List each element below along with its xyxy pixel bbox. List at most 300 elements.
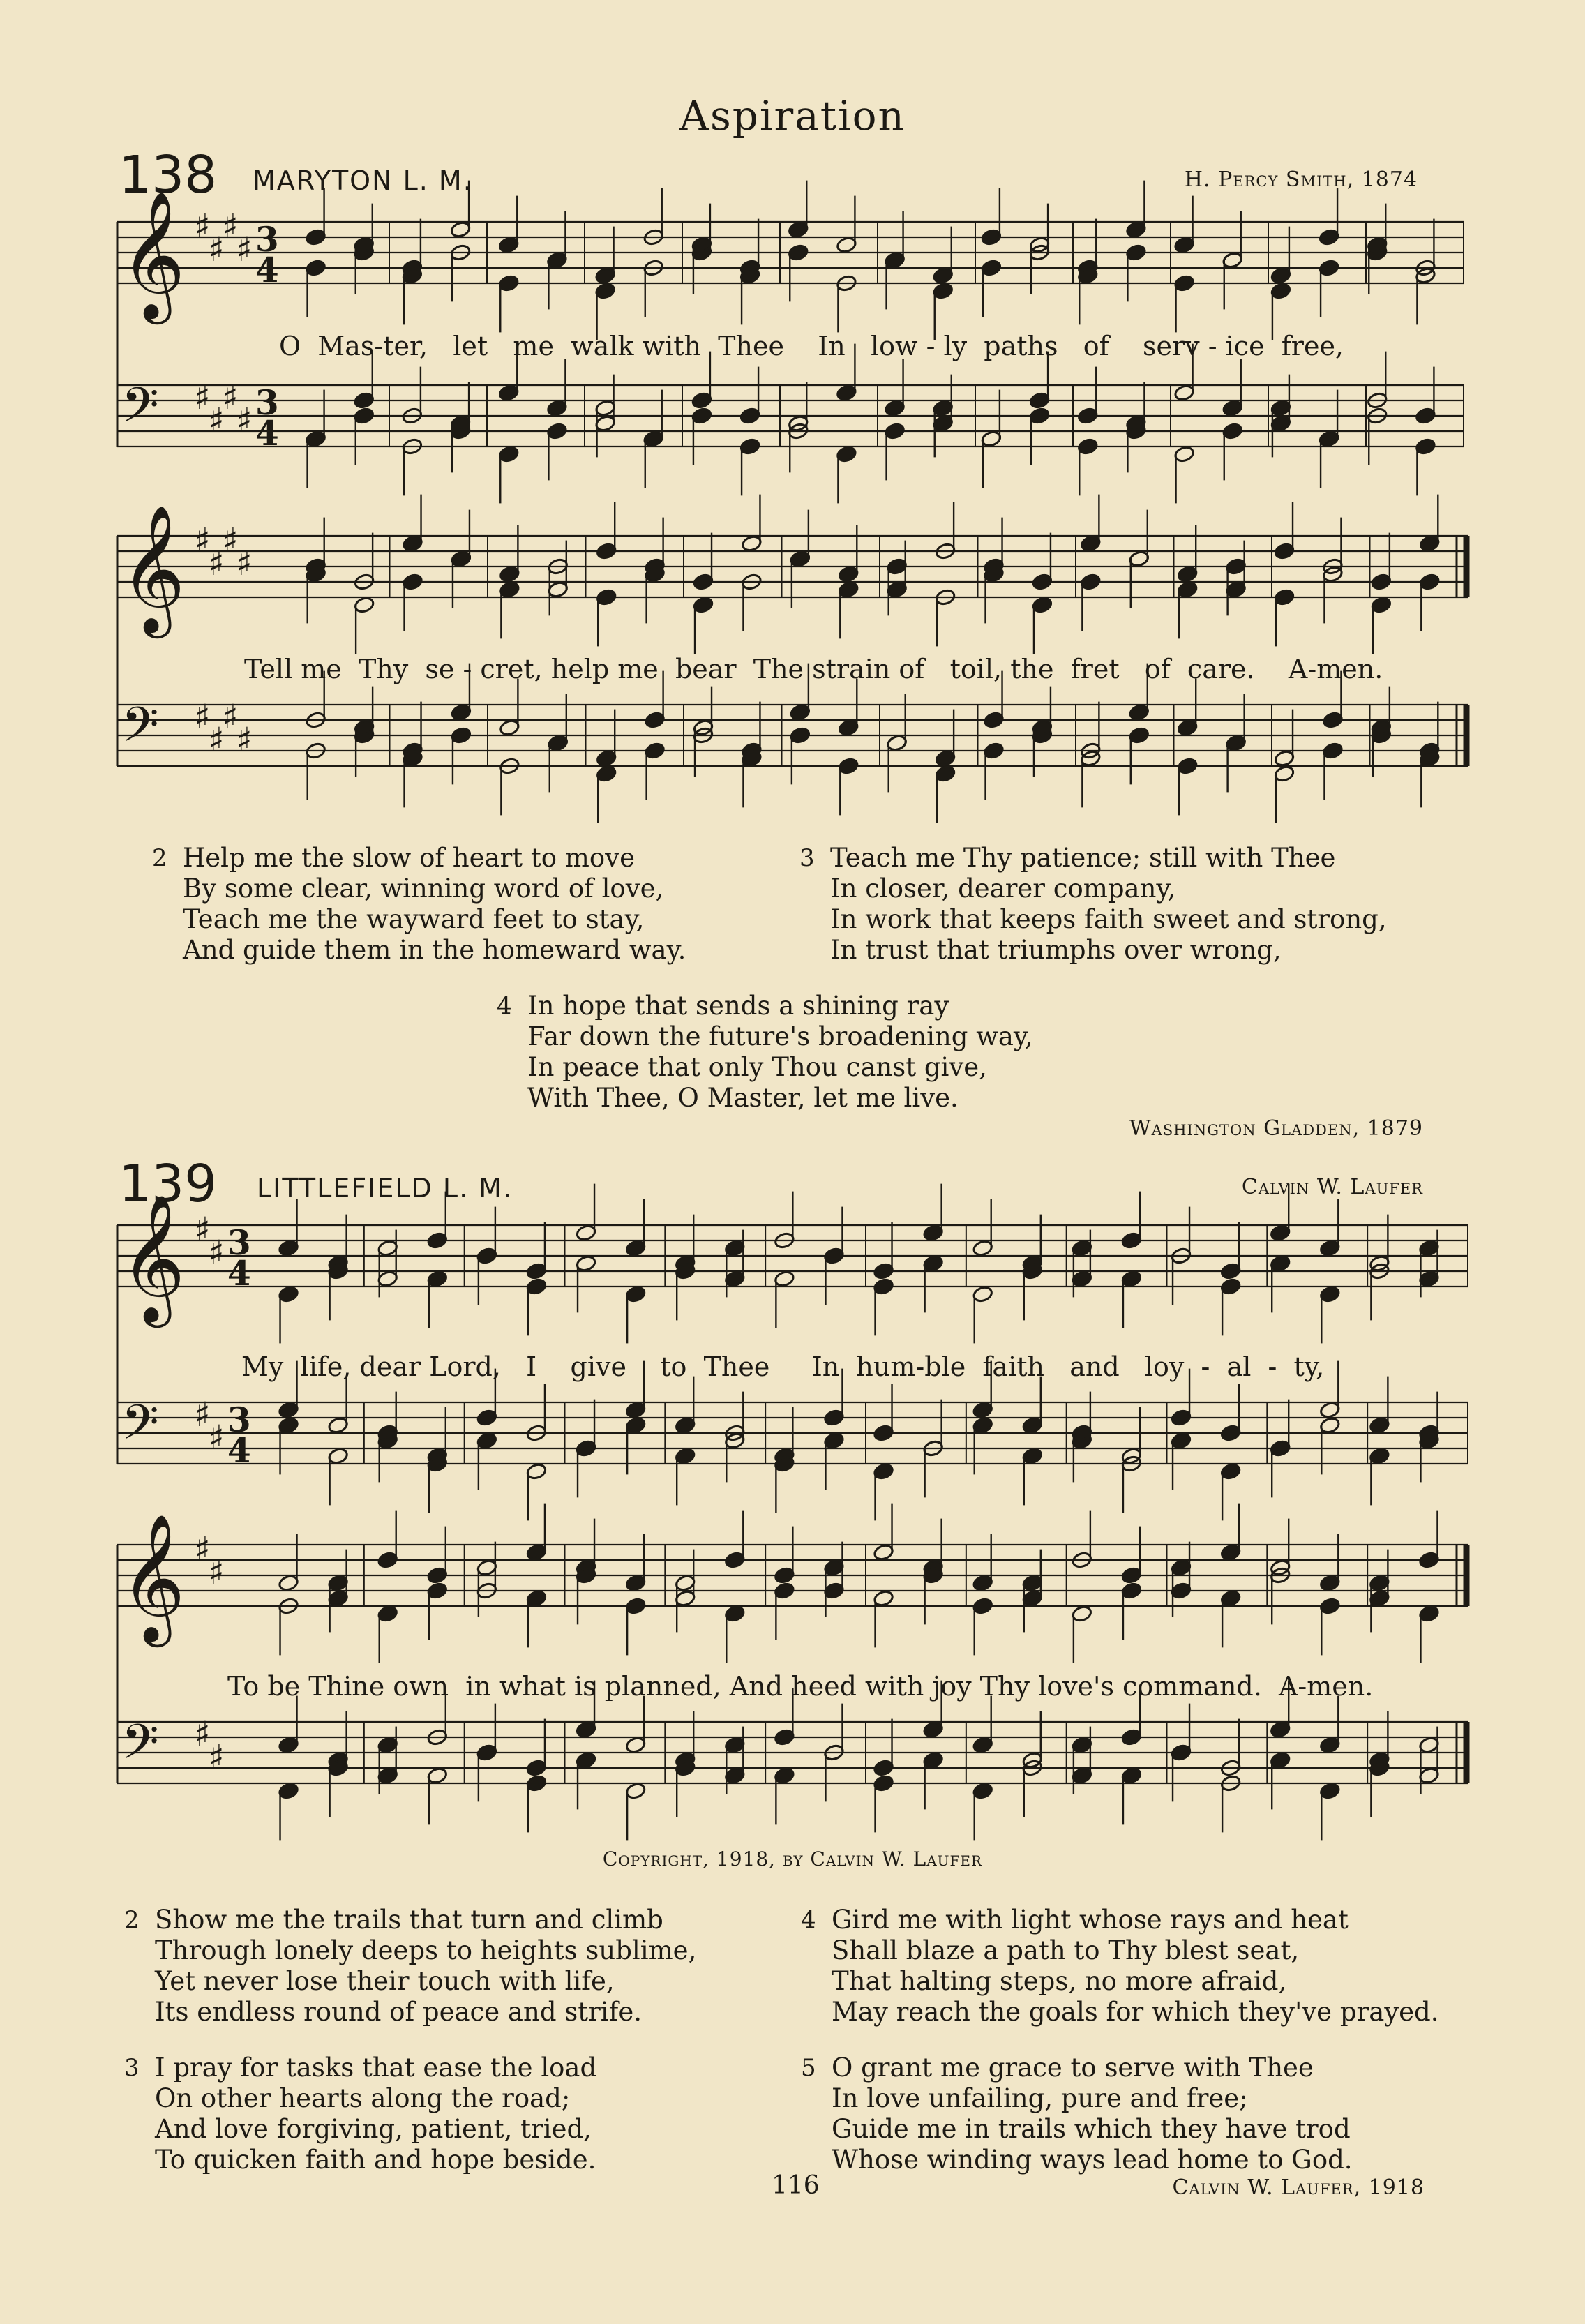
note-head xyxy=(426,1270,448,1288)
note-head xyxy=(594,399,616,417)
note-head xyxy=(1319,1574,1341,1592)
note-head xyxy=(1121,1566,1143,1584)
note-head xyxy=(1125,243,1147,262)
note-head xyxy=(1072,1767,1093,1785)
verse-line: In closer, dearer company, xyxy=(830,874,1176,904)
note-head xyxy=(278,1239,299,1257)
note-head xyxy=(972,1574,993,1592)
note-head xyxy=(1021,1416,1043,1434)
note-head xyxy=(823,1409,845,1427)
note-head xyxy=(576,1439,597,1457)
note-head xyxy=(594,267,616,285)
note-head xyxy=(724,1736,746,1754)
note-head xyxy=(1072,1605,1093,1623)
note-head xyxy=(498,274,520,292)
verse-number: 4 xyxy=(497,992,512,1020)
note-head xyxy=(823,1247,845,1265)
note-head xyxy=(643,430,664,448)
note-head xyxy=(526,1262,548,1280)
note-head xyxy=(426,1582,448,1600)
note-head xyxy=(1222,422,1243,440)
note-head xyxy=(451,703,472,721)
note-head xyxy=(1220,1277,1242,1296)
hymn-139-copyright: Copyright, 1918, by Calvin W. Laufer xyxy=(602,1847,983,1871)
note-head xyxy=(1319,259,1340,277)
note-head xyxy=(739,437,761,456)
note-head xyxy=(596,588,617,606)
note-head xyxy=(983,742,1005,760)
note-head xyxy=(476,1559,498,1577)
verse-line: By some clear, winning word of love, xyxy=(183,874,664,904)
note-head xyxy=(886,580,908,599)
time-signature-top: 3 xyxy=(227,1400,251,1440)
sharp-icon: ♯ xyxy=(208,1418,225,1457)
verse-line: With Thee, O Master, let me live. xyxy=(527,1083,959,1113)
note-head xyxy=(1270,1224,1291,1242)
note-head xyxy=(499,719,520,737)
verse-line: In trust that triumphs over wrong, xyxy=(830,935,1282,965)
note-head xyxy=(476,1744,498,1762)
note-head xyxy=(873,1543,894,1561)
note-head xyxy=(278,1782,299,1800)
note-head xyxy=(305,228,326,246)
hymn-138-lyrics-line-1: O Mas-ter, let me walk with Thee In low - ly paths of serv - ice free, xyxy=(279,331,1344,361)
note-head xyxy=(625,1239,647,1257)
note-head xyxy=(1021,1447,1043,1465)
note-head xyxy=(823,1559,845,1577)
note-head xyxy=(1171,1432,1192,1450)
note-head xyxy=(788,220,809,239)
hymn-139-lyrics-line-1: My life, dear Lord, I give to Thee In hum-ble faith and loy - al - ty, xyxy=(241,1351,1325,1382)
note-head xyxy=(1270,399,1292,417)
sharp-icon: ♯ xyxy=(194,207,211,246)
time-signature-bottom: 4 xyxy=(255,414,279,453)
clef-icon: 𝄞 xyxy=(120,1513,186,1642)
note-head xyxy=(1128,550,1150,568)
note-head xyxy=(1270,1720,1291,1739)
note-head xyxy=(1369,1574,1390,1592)
note-head xyxy=(1171,1559,1192,1577)
verse-line: On other hearts along the road; xyxy=(155,2083,571,2113)
note-head xyxy=(594,414,616,433)
note-head xyxy=(1220,1589,1242,1607)
note-head xyxy=(884,251,906,269)
note-head xyxy=(305,430,326,448)
note-head xyxy=(1021,1574,1043,1592)
note-head xyxy=(724,1767,746,1785)
note-head xyxy=(1319,1416,1341,1434)
note-head xyxy=(1418,1239,1440,1257)
note-head xyxy=(873,1774,894,1792)
note-head xyxy=(625,1574,647,1592)
note-head xyxy=(1270,1254,1291,1273)
note-head xyxy=(426,1231,448,1250)
note-head xyxy=(1415,437,1436,456)
verse-number: 3 xyxy=(799,844,815,872)
note-head xyxy=(1173,274,1195,292)
clef-icon: 𝄞 xyxy=(120,504,186,634)
verse-line: Teach me the wayward feet to stay, xyxy=(183,904,645,934)
note-head xyxy=(788,243,809,262)
clef-icon: 𝄢 xyxy=(121,1714,159,1782)
note-head xyxy=(1369,1589,1390,1607)
hymn-139-verse-2 xyxy=(124,1905,697,2027)
hymn-138-author: Washington Gladden, 1879 xyxy=(1129,1116,1423,1141)
verse-line: In work that keeps faith sweet and strong, xyxy=(830,904,1387,934)
note-head xyxy=(644,711,666,729)
note-head xyxy=(884,422,906,440)
verse-line: Guide me in trails which they have trod xyxy=(832,2114,1351,2144)
note-head xyxy=(873,1759,894,1777)
sharp-icon: ♯ xyxy=(208,401,225,440)
note-head xyxy=(774,1270,795,1288)
verse-line: Teach me Thy patience; still with Thee xyxy=(830,843,1336,873)
note-head xyxy=(873,1462,894,1480)
note-head xyxy=(922,1751,944,1769)
note-head xyxy=(526,1774,548,1792)
note-head xyxy=(1029,391,1051,410)
note-head xyxy=(1274,749,1295,767)
note-head xyxy=(823,1582,845,1600)
sharp-icon: ♯ xyxy=(194,1395,211,1434)
note-head xyxy=(724,1270,746,1288)
verse-line: To quicken faith and hope beside. xyxy=(155,2145,596,2175)
note-head xyxy=(884,399,906,417)
note-head xyxy=(1418,1767,1440,1785)
note-head xyxy=(1225,734,1247,752)
note-head xyxy=(693,596,714,614)
note-head xyxy=(498,236,520,254)
verse-number: 2 xyxy=(152,844,167,872)
time-signature-bottom: 4 xyxy=(227,1431,251,1471)
hymn-138-number: 138 xyxy=(119,145,218,205)
note-head xyxy=(1121,1728,1143,1746)
note-head xyxy=(1222,399,1243,417)
note-head xyxy=(724,1605,746,1623)
note-head xyxy=(476,1432,498,1450)
note-head xyxy=(1121,1582,1143,1600)
verse-number: 5 xyxy=(801,2054,816,2082)
note-head xyxy=(691,407,713,425)
verse-line: In peace that only Thou canst give, xyxy=(527,1052,987,1082)
hymn-138-verse-3 xyxy=(799,843,1387,966)
note-head xyxy=(546,422,568,440)
note-head xyxy=(546,251,568,269)
note-head xyxy=(526,1759,548,1777)
note-head xyxy=(1274,765,1295,783)
note-head xyxy=(547,580,569,599)
note-head xyxy=(278,1574,299,1592)
note-head xyxy=(972,1597,993,1615)
note-head xyxy=(724,1239,746,1257)
hymn-138-tune: MARYTON L. M. xyxy=(253,165,473,196)
sharp-icon: ♯ xyxy=(236,230,253,269)
note-head xyxy=(1270,1751,1291,1769)
note-head xyxy=(932,399,954,417)
note-head xyxy=(450,220,472,239)
verse-number: 3 xyxy=(124,2054,140,2082)
note-head xyxy=(886,557,908,576)
note-head xyxy=(1032,573,1053,591)
note-head xyxy=(1072,1270,1093,1288)
note-head xyxy=(1369,1416,1390,1434)
note-head xyxy=(922,1720,944,1739)
note-head xyxy=(739,407,761,425)
note-head xyxy=(377,1736,398,1754)
note-head xyxy=(1274,542,1295,560)
note-head xyxy=(625,1416,647,1434)
note-head xyxy=(377,1551,398,1569)
note-head xyxy=(1369,1447,1390,1465)
note-head xyxy=(499,565,520,583)
verse-line: Help me the slow of heart to move xyxy=(183,843,635,873)
sharp-icon: ♯ xyxy=(194,1210,211,1250)
note-head xyxy=(278,1401,299,1419)
note-head xyxy=(1080,534,1102,553)
clef-icon: 𝄢 xyxy=(121,377,159,445)
note-head xyxy=(476,1409,498,1427)
note-head xyxy=(886,734,908,752)
note-head xyxy=(1322,742,1344,760)
note-head xyxy=(1121,1231,1143,1250)
note-head xyxy=(1418,1605,1440,1623)
sharp-icon: ♯ xyxy=(194,378,211,417)
note-head xyxy=(1319,1285,1341,1303)
note-head xyxy=(625,1782,647,1800)
hymn-139-author: Calvin W. Laufer, 1918 xyxy=(1172,2175,1425,2200)
verse-line: May reach the goals for which they've prayed. xyxy=(832,1997,1439,2027)
verse-line: I pray for tasks that ease the load xyxy=(155,2053,597,2083)
note-head xyxy=(1270,1439,1291,1457)
sharp-icon: ♯ xyxy=(208,544,225,583)
note-head xyxy=(451,550,472,568)
note-head xyxy=(476,1247,498,1265)
note-head xyxy=(1121,1767,1143,1785)
note-head xyxy=(873,1262,894,1280)
note-head xyxy=(1080,573,1102,591)
note-head xyxy=(327,1447,349,1465)
verse-line: In hope that sends a shining ray xyxy=(527,991,949,1021)
note-head xyxy=(675,1447,696,1465)
sharp-icon: ♯ xyxy=(222,378,239,417)
note-head xyxy=(932,282,954,300)
note-head xyxy=(576,1751,597,1769)
clef-icon: 𝄞 xyxy=(120,1194,186,1323)
note-head xyxy=(1220,1424,1242,1442)
note-head xyxy=(1322,711,1344,729)
note-head xyxy=(278,1736,299,1754)
hymn-139-verse-4 xyxy=(801,1905,1439,2027)
note-head xyxy=(1077,407,1099,425)
note-head xyxy=(972,1285,993,1303)
note-head xyxy=(644,742,666,760)
note-head xyxy=(1418,1551,1440,1569)
verse-line: O grant me grace to serve with Thee xyxy=(832,2053,1314,2083)
note-head xyxy=(1128,726,1150,744)
note-head xyxy=(1371,573,1392,591)
note-head xyxy=(873,1589,894,1607)
note-head xyxy=(1225,580,1247,599)
note-head xyxy=(838,580,859,599)
note-head xyxy=(1220,1462,1242,1480)
note-head xyxy=(596,749,617,767)
note-head xyxy=(675,1416,696,1434)
note-head xyxy=(1173,236,1195,254)
note-head xyxy=(625,1401,647,1419)
verse-number: 2 xyxy=(124,1906,140,1934)
note-head xyxy=(838,757,859,775)
note-head xyxy=(1177,580,1199,599)
note-head xyxy=(594,282,616,300)
note-head xyxy=(724,1551,746,1569)
note-head xyxy=(377,1239,398,1257)
note-head xyxy=(873,1424,894,1442)
note-head xyxy=(981,228,1002,246)
note-head xyxy=(546,399,568,417)
note-head xyxy=(1270,414,1292,433)
note-head xyxy=(774,1566,795,1584)
note-head xyxy=(498,384,520,402)
note-head xyxy=(576,1254,597,1273)
hymn-139-verse-5 xyxy=(801,2053,1353,2175)
note-head xyxy=(1029,407,1051,425)
note-head xyxy=(1077,437,1099,456)
note-head xyxy=(625,1285,647,1303)
note-head xyxy=(1225,557,1247,576)
note-head xyxy=(377,1270,398,1288)
note-head xyxy=(1173,384,1195,402)
note-head xyxy=(625,1736,647,1754)
sharp-icon: ♯ xyxy=(194,1715,211,1754)
clef-icon: 𝄢 xyxy=(121,696,159,765)
note-head xyxy=(377,1605,398,1623)
note-head xyxy=(305,259,326,277)
note-head xyxy=(972,1239,993,1257)
time-signature-bottom: 4 xyxy=(255,250,279,290)
note-head xyxy=(1171,1744,1192,1762)
hymn-139-composer: Calvin W. Laufer xyxy=(1241,1175,1423,1199)
note-head xyxy=(1319,1736,1341,1754)
note-head xyxy=(1319,1401,1341,1419)
note-head xyxy=(922,1254,944,1273)
verse-line: Shall blaze a path to Thy blest seat, xyxy=(832,1935,1300,1965)
note-head xyxy=(1319,430,1340,448)
note-head xyxy=(526,1543,548,1561)
note-head xyxy=(1177,565,1199,583)
time-signature-bottom: 4 xyxy=(227,1254,251,1294)
note-head xyxy=(1371,596,1392,614)
verse-number: 4 xyxy=(801,1906,816,1934)
verse-line: That halting steps, no more afraid, xyxy=(832,1966,1287,1996)
hymn-139-number: 139 xyxy=(119,1154,218,1214)
note-head xyxy=(1171,1582,1192,1600)
hymn-139-lyrics-line-2: To be Thine own in what is planned, And heed with joy Thy love's command. A-men. xyxy=(227,1671,1374,1702)
note-head xyxy=(576,1224,597,1242)
note-head xyxy=(377,1767,398,1785)
sharp-icon: ♯ xyxy=(194,1530,211,1569)
note-head xyxy=(790,726,811,744)
verse-line: Its endless round of peace and strife. xyxy=(155,1997,642,2027)
note-head xyxy=(1270,282,1292,300)
note-head xyxy=(526,1277,548,1296)
note-head xyxy=(402,573,423,591)
note-head xyxy=(1173,445,1195,463)
clef-icon: 𝄞 xyxy=(120,190,186,320)
note-head xyxy=(1418,1736,1440,1754)
time-signature-top: 3 xyxy=(255,383,279,423)
hymn-138-lyrics-line-2: Tell me Thy se - cret, help me bear The strain of toil, the fret of care. A-men. xyxy=(244,654,1383,684)
note-head xyxy=(873,1277,894,1296)
note-head xyxy=(790,550,811,568)
note-head xyxy=(498,445,520,463)
note-head xyxy=(693,573,714,591)
hymn-139-tune: LITTLEFIELD L. M. xyxy=(257,1173,513,1204)
note-head xyxy=(1128,703,1150,721)
note-head xyxy=(838,565,859,583)
sharp-icon: ♯ xyxy=(236,721,253,760)
page-number: 116 xyxy=(772,2171,820,2200)
note-head xyxy=(1072,1239,1093,1257)
note-head xyxy=(932,414,954,433)
note-head xyxy=(981,259,1002,277)
note-head xyxy=(1319,1239,1341,1257)
note-head xyxy=(823,1432,845,1450)
sharp-icon: ♯ xyxy=(194,521,211,560)
note-head xyxy=(426,1566,448,1584)
note-head xyxy=(547,734,569,752)
note-head xyxy=(1419,573,1441,591)
note-head xyxy=(675,1574,696,1592)
note-head xyxy=(1270,267,1292,285)
time-signature-top: 3 xyxy=(255,220,279,260)
note-head xyxy=(922,1224,944,1242)
note-head xyxy=(625,1597,647,1615)
note-head xyxy=(675,1589,696,1607)
hymn-138-composer: H. Percy Smith, 1874 xyxy=(1184,167,1418,192)
sharp-icon: ♯ xyxy=(236,544,253,583)
note-head xyxy=(836,236,857,254)
note-head xyxy=(327,1589,349,1607)
note-head xyxy=(499,580,520,599)
note-head xyxy=(972,1736,993,1754)
note-head xyxy=(327,1574,349,1592)
note-head xyxy=(596,542,617,560)
note-head xyxy=(1072,1736,1093,1754)
verse-line: Show me the trails that turn and climb xyxy=(155,1905,663,1935)
verse-line: Whose winding ways lead home to God. xyxy=(832,2145,1353,2175)
clef-icon: 𝄢 xyxy=(121,1394,159,1462)
note-head xyxy=(790,703,811,721)
note-head xyxy=(1021,1589,1043,1607)
verse-line: Yet never lose their touch with life, xyxy=(155,1966,615,1996)
note-head xyxy=(1125,220,1147,239)
note-head xyxy=(774,1767,795,1785)
note-head xyxy=(774,1728,795,1746)
verse-line: Through lonely deeps to heights sublime, xyxy=(155,1935,697,1965)
note-head xyxy=(972,1416,993,1434)
note-head xyxy=(353,391,375,410)
note-head xyxy=(327,1416,349,1434)
sharp-icon: ♯ xyxy=(222,207,239,246)
note-head xyxy=(353,407,375,425)
note-head xyxy=(1220,1543,1242,1561)
note-head xyxy=(278,1416,299,1434)
sharp-icon: ♯ xyxy=(194,698,211,737)
verse-line: And love forgiving, patient, tried, xyxy=(155,2114,592,2144)
note-head xyxy=(1222,251,1243,269)
note-head xyxy=(935,749,956,767)
note-head xyxy=(836,445,857,463)
